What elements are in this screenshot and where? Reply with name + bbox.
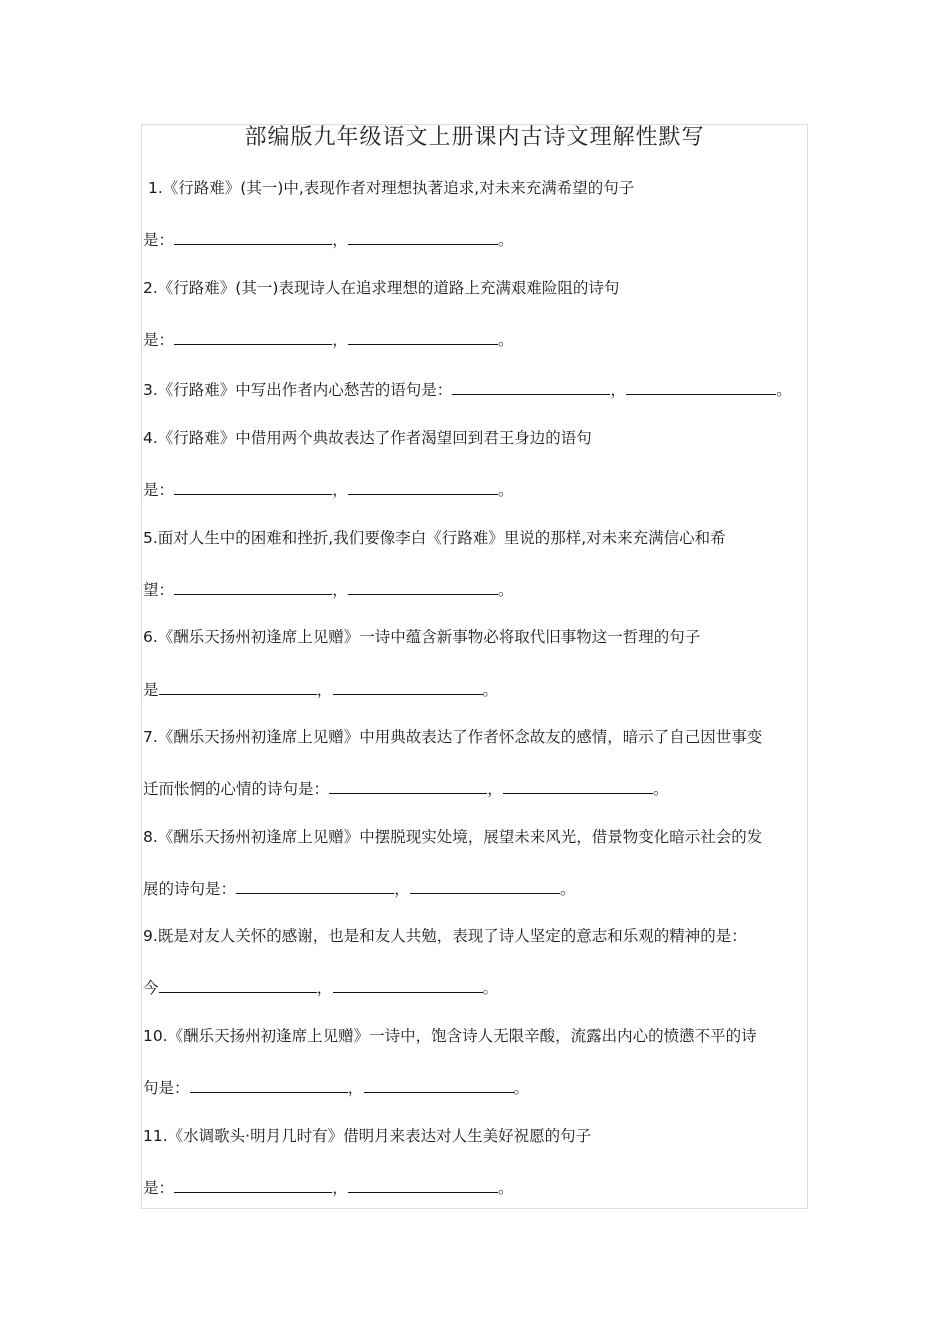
question-text: 3.《行路难》中写出作者内心愁苦的语句是： bbox=[143, 381, 453, 399]
question-10-answer-line bbox=[143, 1076, 529, 1098]
comma: ， bbox=[332, 231, 348, 249]
question-1-answer-line bbox=[143, 228, 514, 250]
answer-blank[interactable] bbox=[329, 777, 487, 794]
question-text: 10.《酬乐天扬州初逢席上见赠》一诗中，饱含诗人无限辛酸，流露出内心的愤懑不平的诗 bbox=[143, 1027, 757, 1045]
question-1-prompt bbox=[148, 178, 634, 198]
question-text: 8.《酬乐天扬州初逢席上见赠》中摆脱现实处境，展望未来风光，借景物变化暗示社会的发 bbox=[143, 828, 763, 846]
period: 。 bbox=[776, 381, 792, 399]
answer-prefix: 望： bbox=[143, 581, 175, 599]
answer-blank[interactable] bbox=[174, 478, 332, 495]
answer-blank[interactable] bbox=[236, 877, 394, 894]
question-2-prompt bbox=[143, 278, 619, 298]
answer-blank[interactable] bbox=[348, 328, 498, 345]
question-7-prompt bbox=[143, 727, 762, 747]
period: 。 bbox=[498, 581, 514, 599]
comma: ， bbox=[487, 780, 503, 798]
question-text: 4.《行路难》中借用两个典故表达了作者渴望回到君王身边的语句 bbox=[143, 429, 592, 447]
question-5-answer-line bbox=[143, 578, 514, 600]
question-text: 7.《酬乐天扬州初逢席上见赠》中用典故表达了作者怀念故友的感情，暗示了自己因世事变 bbox=[143, 728, 763, 746]
answer-blank[interactable] bbox=[174, 578, 332, 595]
answer-blank[interactable] bbox=[333, 976, 483, 993]
answer-blank[interactable] bbox=[333, 678, 483, 695]
answer-blank[interactable] bbox=[626, 378, 776, 395]
period: 。 bbox=[513, 1079, 530, 1097]
period: 。 bbox=[498, 1179, 514, 1197]
question-4-prompt bbox=[143, 428, 592, 448]
question-7-answer-line bbox=[143, 777, 669, 799]
answer-blank[interactable] bbox=[364, 1076, 514, 1093]
question-5-prompt bbox=[143, 528, 726, 548]
period: 。 bbox=[498, 231, 514, 249]
question-text: 2.《行路难》(其一)表现诗人在追求理想的道路上充满艰难险阻的诗句 bbox=[143, 279, 620, 297]
answer-prefix: 是： bbox=[143, 481, 175, 499]
comma: ， bbox=[332, 581, 348, 599]
period: 。 bbox=[482, 979, 499, 997]
period: 。 bbox=[653, 780, 669, 798]
answer-blank[interactable] bbox=[503, 777, 653, 794]
answer-blank[interactable] bbox=[348, 578, 498, 595]
answer-blank[interactable] bbox=[174, 228, 332, 245]
answer-blank[interactable] bbox=[348, 1176, 498, 1193]
answer-prefix: 迁而怅惘的心情的诗句是： bbox=[143, 780, 330, 798]
question-4-answer-line bbox=[143, 478, 514, 500]
answer-prefix: 是： bbox=[143, 231, 175, 249]
question-9-answer-line bbox=[143, 976, 498, 998]
answer-prefix: 是： bbox=[143, 331, 175, 349]
comma: ， bbox=[610, 381, 627, 399]
answer-blank[interactable] bbox=[159, 976, 317, 993]
period: 。 bbox=[560, 880, 576, 898]
question-11-prompt bbox=[143, 1126, 591, 1146]
answer-prefix: 句是： bbox=[143, 1079, 190, 1097]
answer-blank[interactable] bbox=[348, 228, 498, 245]
question-text: 5.面对人生中的困难和挫折,我们要像李白《行路难》里说的那样,对未来充满信心和希 bbox=[143, 529, 726, 547]
question-8-answer-line bbox=[143, 877, 576, 899]
page-title: 部编版九年级语文上册课内古诗文理解性默写 bbox=[244, 125, 705, 150]
answer-prefix: 展的诗句是： bbox=[143, 880, 237, 898]
answer-blank[interactable] bbox=[190, 1076, 348, 1093]
period: 。 bbox=[482, 681, 499, 699]
question-text: 1.《行路难》(其一)中,表现作者对理想执著追求,对未来充满希望的句子 bbox=[148, 179, 635, 197]
answer-prefix: 今 bbox=[143, 979, 159, 997]
answer-blank[interactable] bbox=[159, 678, 317, 695]
period: 。 bbox=[498, 331, 514, 349]
answer-blank[interactable] bbox=[174, 328, 332, 345]
question-text: 6.《酬乐天扬州初逢席上见赠》一诗中蕴含新事物必将取代旧事物这一哲理的句子 bbox=[143, 628, 701, 646]
question-8-prompt bbox=[143, 827, 762, 847]
question-text: 9.既是对友人关怀的感谢，也是和友人共勉，表现了诗人坚定的意志和乐观的精神的是： bbox=[143, 927, 747, 945]
answer-blank[interactable] bbox=[452, 378, 610, 395]
answer-blank[interactable] bbox=[410, 877, 560, 894]
comma: ， bbox=[332, 481, 348, 499]
question-text: 11.《水调歌头·明月几时有》借明月来表达对人生美好祝愿的句子 bbox=[143, 1127, 592, 1145]
question-11-answer-line bbox=[143, 1176, 514, 1198]
question-6-prompt bbox=[143, 627, 700, 647]
comma: ， bbox=[316, 979, 333, 997]
answer-blank[interactable] bbox=[174, 1176, 332, 1193]
answer-prefix: 是 bbox=[143, 681, 159, 699]
comma: ， bbox=[332, 331, 348, 349]
answer-blank[interactable] bbox=[348, 478, 498, 495]
comma: ， bbox=[332, 1179, 348, 1197]
question-6-answer-line bbox=[143, 678, 498, 700]
comma: ， bbox=[394, 880, 410, 898]
comma: ， bbox=[316, 681, 333, 699]
question-3-line bbox=[143, 378, 792, 400]
question-9-prompt bbox=[143, 926, 747, 946]
question-10-prompt bbox=[143, 1026, 757, 1046]
comma: ， bbox=[347, 1079, 364, 1097]
period: 。 bbox=[498, 481, 514, 499]
answer-prefix: 是： bbox=[143, 1179, 175, 1197]
question-2-answer-line bbox=[143, 328, 514, 350]
